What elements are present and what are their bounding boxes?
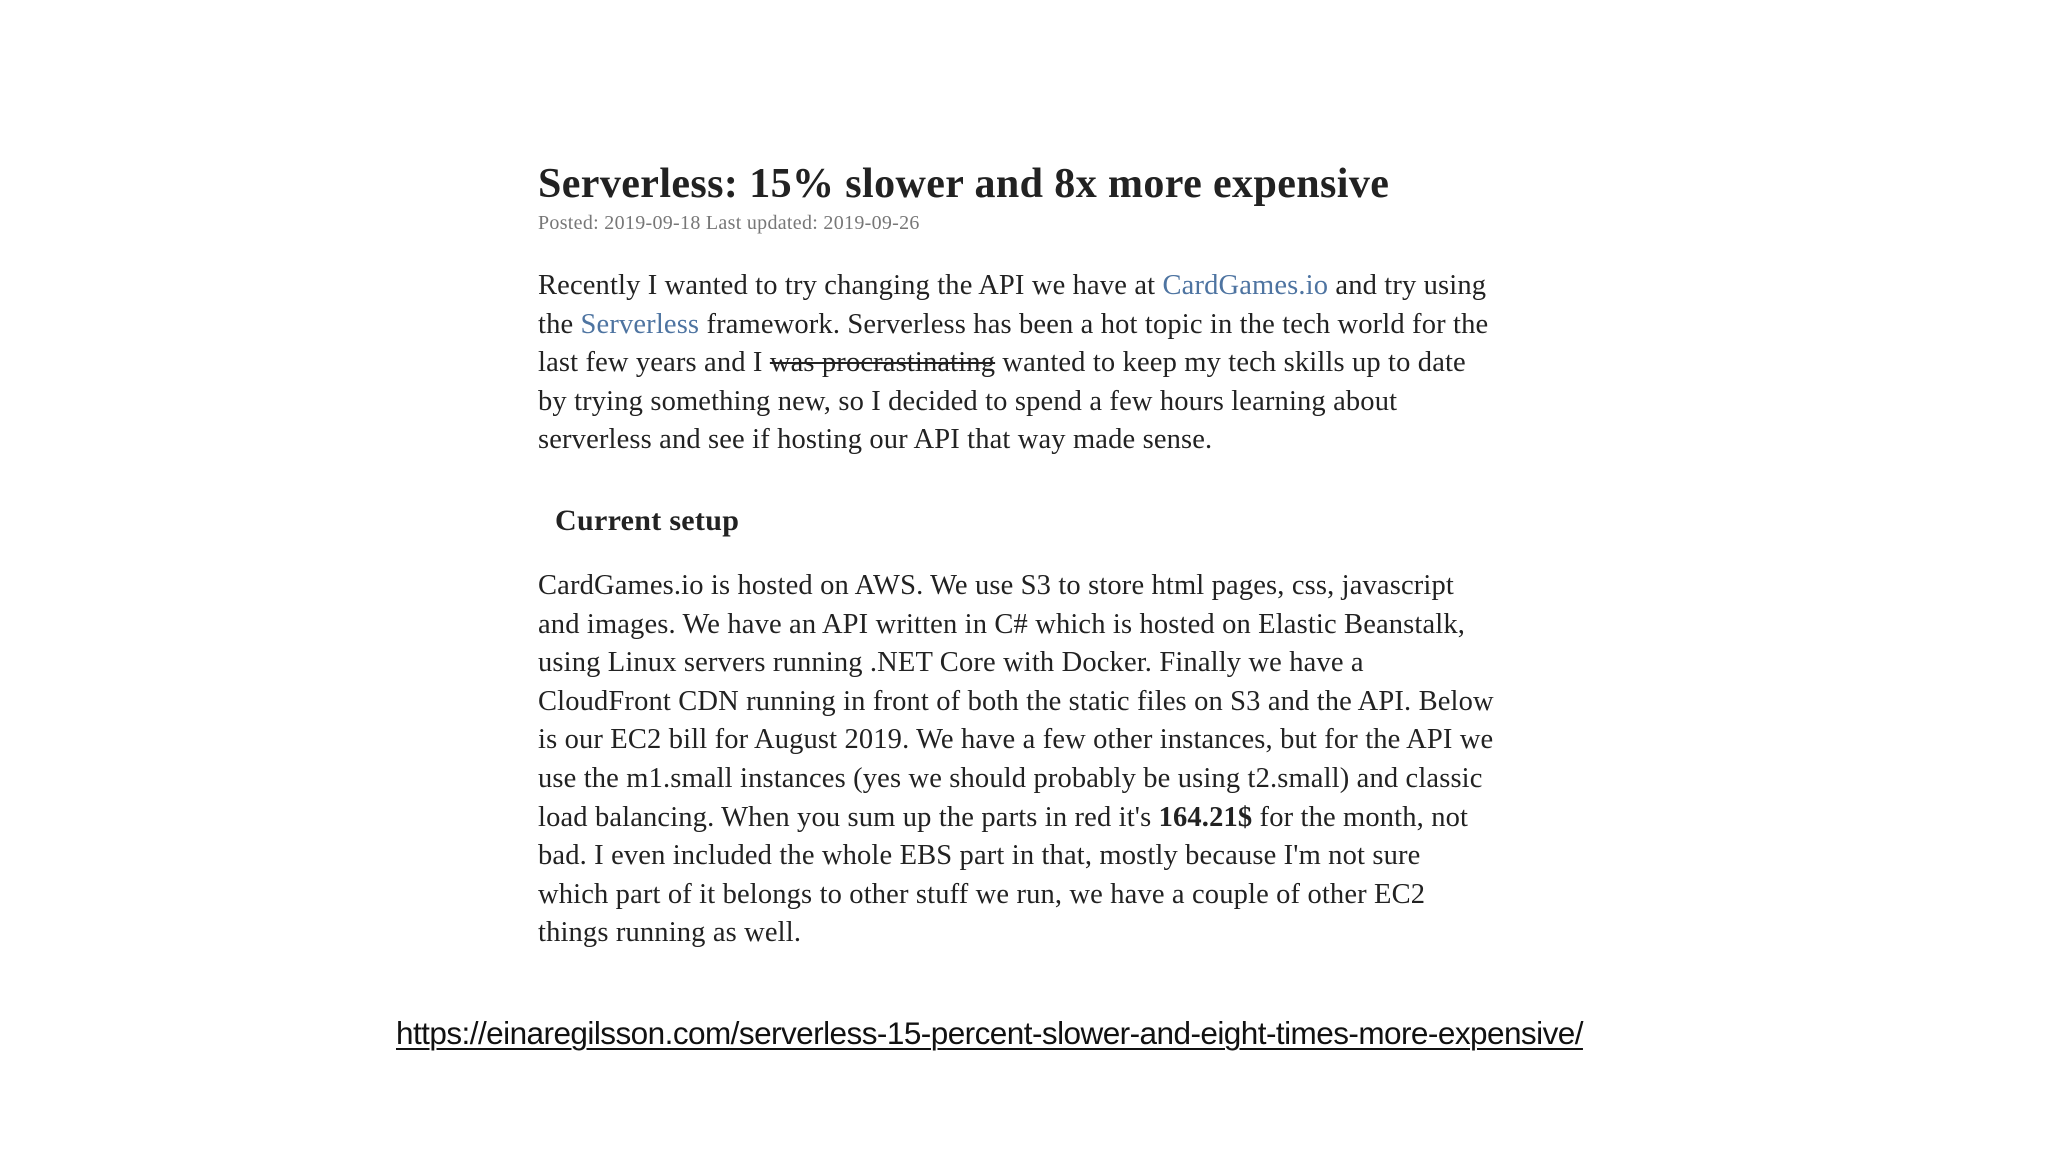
cardgames-link[interactable]: CardGames.io bbox=[1162, 270, 1329, 301]
post-meta-dates: Posted: 2019-09-18 Last updated: 2019-09-26 bbox=[538, 212, 920, 234]
text-run: for the month, not bbox=[1252, 801, 1469, 833]
text-run: Recently I wanted to try changing the API we have at bbox=[538, 270, 1163, 301]
intro-line-4: by trying something new, so I decided to spend a few hours learning about bbox=[538, 385, 1398, 417]
section-heading-current-setup: Current setup bbox=[555, 504, 740, 537]
setup-line-1: CardGames.io is hosted on AWS. We use S3 to store html pages, css, javascript bbox=[538, 570, 1454, 601]
intro-line-5: serverless and see if hosting our API that way made sense. bbox=[538, 424, 1213, 456]
setup-line-3: using Linux servers running .NET Core with Docker. Finally we have a bbox=[538, 647, 1364, 679]
text-run: wanted to keep my tech skills up to date bbox=[995, 347, 1466, 379]
setup-line-5: is our EC2 bill for August 2019. We have a few other instances, but for the API we bbox=[538, 724, 1494, 756]
text-run: and try using bbox=[1328, 270, 1487, 301]
text-run: load balancing. When you sum up the parts in red it's bbox=[538, 801, 1159, 833]
setup-line-6: use the m1.small instances (yes we should probably be using t2.small) and classic bbox=[538, 762, 1483, 794]
strikethrough-text: was procrastinating bbox=[769, 347, 996, 379]
intro-line-3 bbox=[538, 344, 1488, 383]
intro-line-1 bbox=[538, 267, 1488, 306]
text-run: framework. Serverless has been a hot topic in the tech world for the bbox=[699, 308, 1489, 340]
post-title: Serverless: 15% slower and 8x more expensive bbox=[538, 161, 1390, 207]
serverless-framework-link[interactable]: Serverless bbox=[580, 308, 700, 340]
monthly-cost-highlight: 164.21$ bbox=[1158, 801, 1253, 833]
blog-article bbox=[538, 160, 1558, 949]
setup-line-2: and images. We have an API written in C# which is hosted on Elastic Beanstalk, bbox=[538, 608, 1466, 640]
source-url-link[interactable]: https://einaregilsson.com/serverless-15-percent-slower-and-eight-times-more-expensive/ bbox=[396, 1015, 1583, 1051]
setup-line-9: which part of it belongs to other stuff we run, we have a couple of other EC2 bbox=[538, 878, 1426, 910]
intro-line-2 bbox=[538, 306, 1488, 345]
text-run: the bbox=[538, 308, 581, 340]
setup-paragraph bbox=[538, 567, 1494, 953]
setup-line-7 bbox=[538, 799, 1494, 838]
text-run: last few years and I bbox=[538, 347, 770, 379]
setup-line-10: things running as well. bbox=[538, 917, 802, 949]
intro-paragraph bbox=[538, 267, 1488, 460]
setup-line-8: bad. I even included the whole EBS part in that, mostly because I'm not sure bbox=[538, 840, 1421, 872]
setup-line-4: CloudFront CDN running in front of both the static files on S3 and the API. Below bbox=[538, 685, 1494, 717]
